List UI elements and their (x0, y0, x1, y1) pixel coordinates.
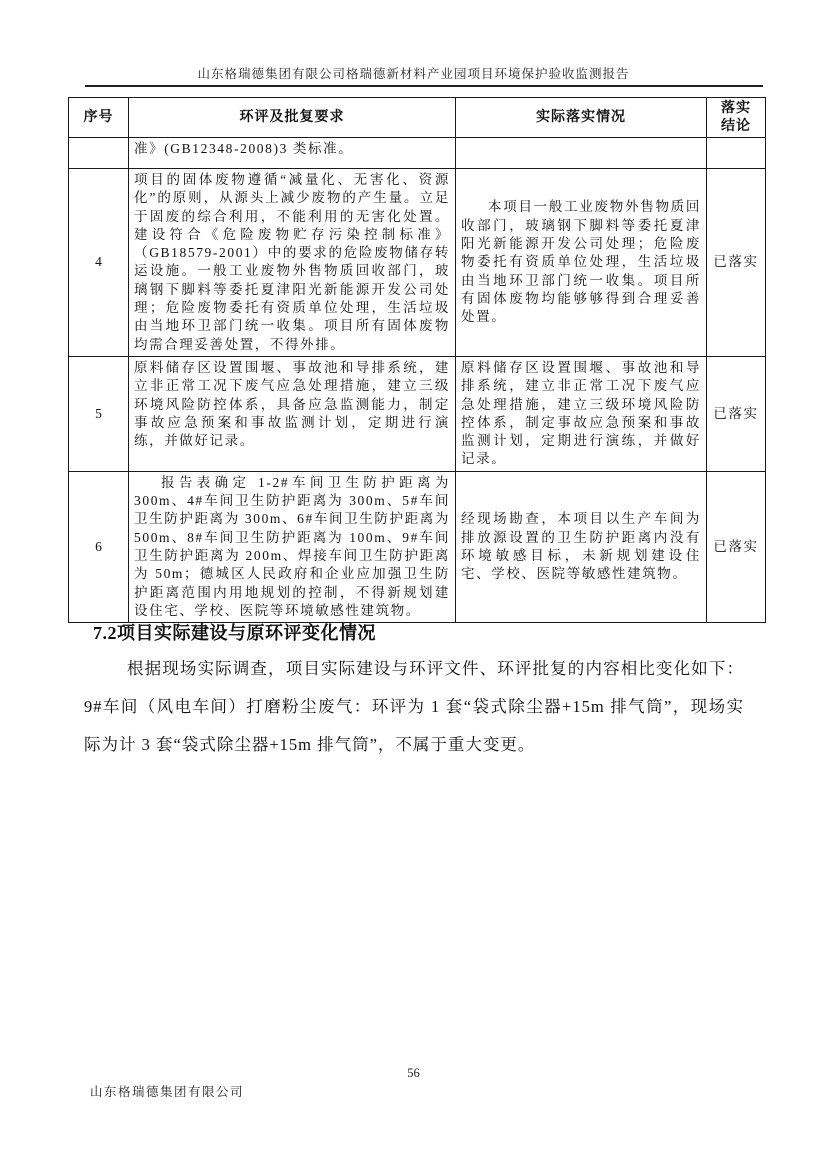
requirement-cell: 报告表确定 1-2#车间卫生防护距离为 300m、4#车间卫生防护距离为 300m、5#车间卫生防护距离为 300m、6#车间卫生防护距离为 500m、8#车间卫生防护距离为 100m、9#车间卫生防护距离为 200m、焊接车间卫生防护距离为 50m；德城区人民政府和企业应加强卫生防护距离范围内用地规划的控制，不得新规划建设住宅、学校、医院等环境敏感性建筑物。 (129, 471, 456, 622)
row-number-cell: 5 (69, 356, 129, 471)
column-header-conclusion: 落实结论 (707, 98, 766, 138)
actual-cell: 本项目一般工业废物外售物质回收部门，玻璃钢下脚料等委托夏津阳光新能源开发公司处理；危险废物委托有资质单位处理，生活垃圾由当地环卫部门统一收集。项目所有固体废物均能够够得到合理妥善处置。 (456, 169, 707, 357)
column-header-number: 序号 (69, 98, 129, 138)
conclusion-cell (707, 138, 766, 169)
compliance-table (68, 97, 766, 623)
section-heading-7-2: 7.2项目实际建设与原环评变化情况 (93, 623, 376, 643)
conclusion-cell: 已落实 (707, 169, 766, 357)
table-header-row (69, 98, 766, 138)
requirement-cell: 项目的固体废物遵循“减量化、无害化、资源化”的原则，从源头上减少废物的产生量。立足于固废的综合利用，不能利用的无害化处置。建设符合《危险废物贮存污染控制标准》（GB18579-2001）中的要求的危险废物储存转运设施。一般工业废物外售物质回收部门，玻璃钢下脚料等委托夏津阳光新能源开发公司处理；危险废物委托有资质单位处理，生活垃圾由当地环卫部门统一收集。项目所有固体废物均需合理妥善处置，不得外排。 (129, 169, 456, 357)
row-number-cell: 6 (69, 471, 129, 622)
conclusion-cell: 已落实 (707, 471, 766, 622)
row-number-cell: 4 (69, 169, 129, 357)
table-row-continuation (69, 138, 766, 169)
doc-header-title: 山东格瑞德集团有限公司格瑞德新材料产业园项目环境保护验收监测报告 (197, 67, 630, 81)
actual-cell: 经现场勘查，本项目以生产车间为排放源设置的卫生防护距离内没有环境敏感目标，未新规划建设住宅、学校、医院等敏感性建筑物。 (456, 471, 707, 622)
page-number: 56 (407, 1066, 420, 1080)
table-body (69, 138, 766, 623)
footer-company-name: 山东格瑞德集团有限公司 (90, 1085, 245, 1099)
requirement-cell: 原料储存区设置围堰、事故池和导排系统，建立非正常工况下废气应急处理措施，建立三级环境风险防控体系，具备应急监测能力，制定事故应急预案和事故监测计划，定期进行演练，并做好记录。 (129, 356, 456, 471)
column-header-requirement: 环评及批复要求 (129, 98, 456, 138)
header-divider-line (85, 85, 763, 87)
conclusion-cell: 已落实 (707, 356, 766, 471)
section-paragraph: 根据现场实际调查，项目实际建设与环评文件、环评批复的内容相比变化如下：9#车间（风电车间）打磨粉尘废气：环评为 1 套“袋式除尘器+15m 排气筒”，现场实际为计 3 套“袋式除尘器+15m 排气筒”，不属于重大变更。 (84, 659, 744, 754)
column-header-actual: 实际落实情况 (456, 98, 707, 138)
table-row-5 (69, 356, 766, 471)
actual-cell (456, 138, 707, 169)
row-number-cell (69, 138, 129, 169)
requirement-cell: 准》(GB12348-2008)3 类标准。 (129, 138, 456, 169)
table-row-6 (69, 471, 766, 622)
actual-cell: 原料储存区设置围堰、事故池和导排系统，建立非正常工况下废气应急处理措施，建立三级环境风险防控体系，制定事故应急预案和事故监测计划，定期进行演练，并做好记录。 (456, 356, 707, 471)
table-row-4 (69, 169, 766, 357)
